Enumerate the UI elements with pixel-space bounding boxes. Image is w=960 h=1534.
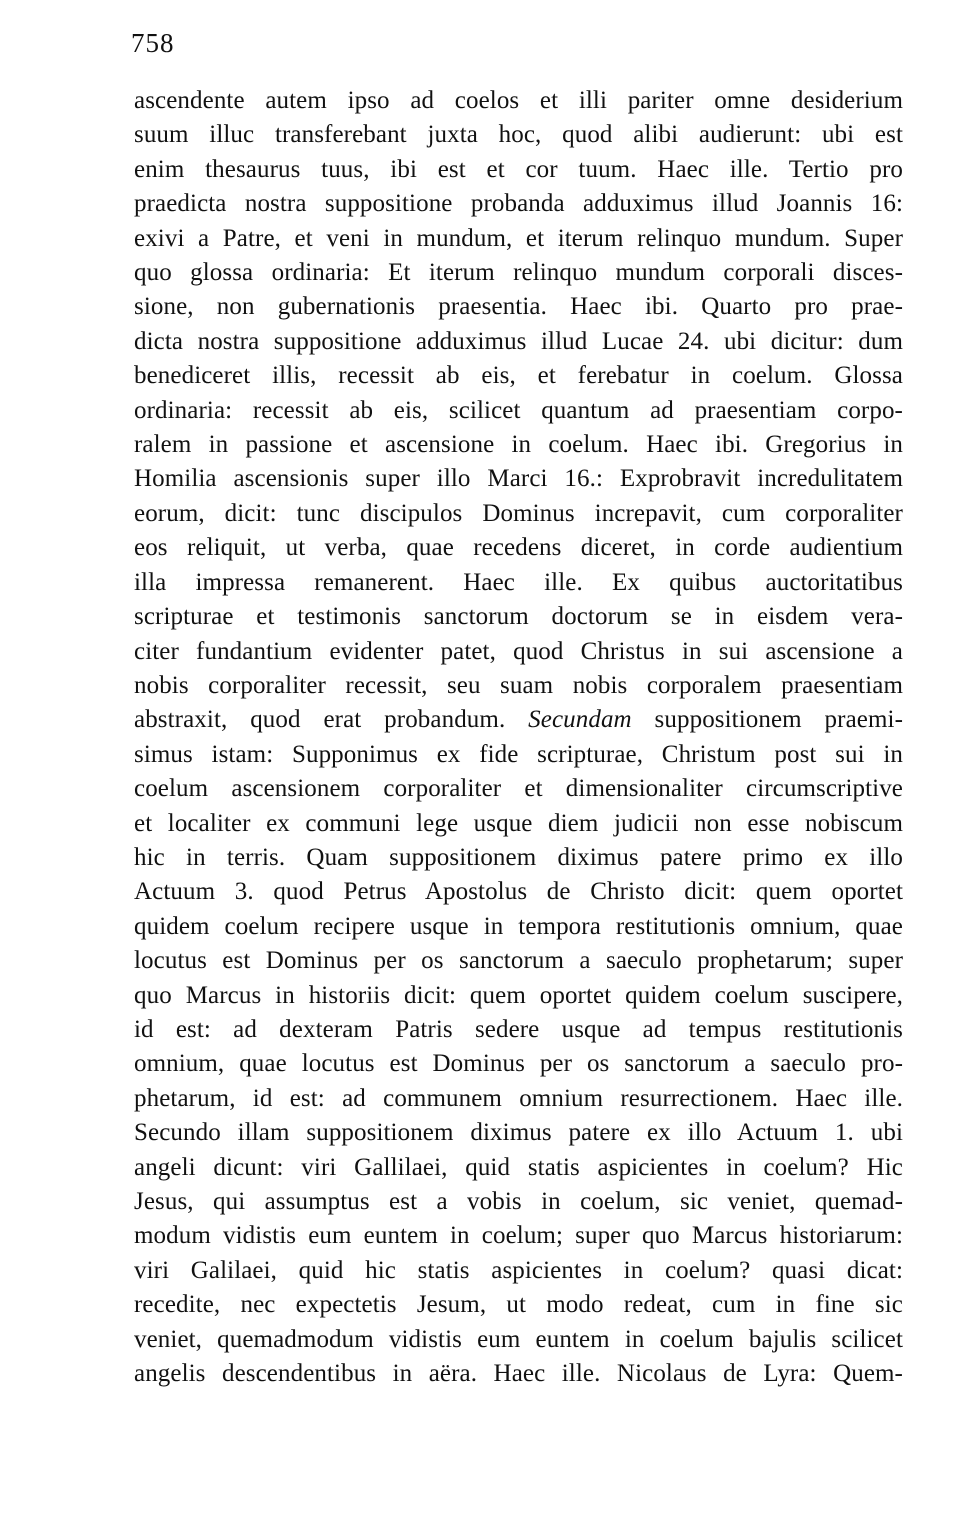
text-line [134,944,903,978]
text-segment: phetarum, id est: ad communem omnium resurrectionem. Haec ille. [134,1084,903,1112]
text-segment: quidem coelum recipere usque in tempora restitutionis omnium, quae [134,912,903,940]
text-segment: viri Galilaei, quid hic statis aspicientes in coelum? quasi dicat: [134,1256,903,1284]
text-line [134,256,903,290]
text-segment: recedite, nec expectetis Jesum, ut modo redeat, cum in fine sic [134,1291,903,1319]
text-segment: coelum ascensionem corporaliter et dimensionaliter circumscriptive [134,775,903,803]
text-line [134,841,903,875]
text-line [134,669,903,703]
text-segment: eorum, dicit: tunc discipulos Dominus increpavit, cum corporaliter [134,499,903,527]
text-segment: eos reliquit, ut verba, quae recedens diceret, in corde audientium [134,534,903,562]
text-line [134,979,903,1013]
text-line [134,1185,903,1219]
text-segment: dicta nostra suppositione adduximus illud Lucae 24. ubi dicitur: dum [134,327,903,355]
text-line [134,1288,903,1322]
text-line [134,531,903,565]
text-line [134,1323,903,1357]
text-line [134,118,903,152]
text-line [134,738,903,772]
text-segment: quo glossa ordinaria: Et iterum relinquo mundum corporali disces- [134,259,903,287]
text-line [134,187,903,221]
text-segment: Homilia ascensionis super illo Marci 16.: Exprobravit incredulitatem [134,465,903,493]
text-line [134,84,903,118]
text-segment: veniet, quemadmodum vidistis eum euntem in coelum bajulis scilicet [134,1325,903,1353]
text-line [134,910,903,944]
text-segment: Jesus, qui assumptus est a vobis in coelum, sic veniet, quemad- [134,1188,903,1215]
text-line [134,600,903,634]
text-line [134,1047,903,1081]
text-segment: benediceret illis, recessit ab eis, et ferebatur in coelum. Glossa [134,362,903,390]
text-line [134,772,903,806]
text-segment: scripturae et testimonis sanctorum doctorum se in eisdem vera- [134,603,903,631]
text-segment: abstraxit, quod erat probandum. [134,706,529,734]
text-line [134,325,903,359]
text-line [134,394,903,428]
text-line [134,222,903,256]
text-line [134,1219,903,1253]
text-line [134,1013,903,1047]
text-line [134,1254,903,1288]
italic-term: Secundam [528,706,632,734]
text-segment: ralem in passione et ascensione in coelum. Haec ibi. Gregorius in [134,431,903,459]
text-line [134,566,903,600]
page-number: 758 [131,28,175,58]
text-segment: suum illuc transferebant juxta hoc, quod alibi audierunt: ubi est [134,121,903,149]
text-line [134,497,903,531]
text-segment: Secundo illam suppositionem diximus patere ex illo Actuum 1. ubi [134,1119,903,1147]
text-segment: citer fundantium evidenter patet, quod Christus in sui ascensione a [134,637,903,665]
text-segment: simus istam: Supponimus ex fide scripturae, Christum post sui in [134,740,903,768]
text-segment: id est: ad dexteram Patris sedere usque ad tempus restitutionis [134,1015,903,1043]
text-segment: sione, non gubernationis praesentia. Haec ibi. Quarto pro prae- [134,293,903,321]
text-segment: Actuum 3. quod Petrus Apostolus de Christo dicit: quem oportet [134,878,903,906]
text-line [134,462,903,496]
text-segment: suppositionem praemi- [631,706,903,734]
text-segment: modum vidistis eum euntem in coelum; super quo Marcus historiarum: [134,1222,903,1250]
text-line [134,1151,903,1185]
text-line [134,428,903,462]
body-text [134,84,903,1391]
text-segment: illa impressa remanerent. Haec ille. Ex quibus auctoritatibus [134,568,903,596]
text-segment: praedicta nostra suppositione probanda adduximus illud Joannis 16: [134,190,903,218]
text-segment: angelis descendentibus in aëra. Haec ille. Nicolaus de Lyra: Quem- [134,1360,903,1388]
text-line [134,1116,903,1150]
text-segment: omnium, quae locutus est Dominus per os sanctorum a saeculo pro- [134,1050,903,1078]
text-segment: ascendente autem ipso ad coelos et illi pariter omne desiderium [134,87,903,114]
text-segment: et localiter ex communi lege usque diem judicii non esse nobiscum [134,809,903,837]
text-line [134,1357,903,1391]
text-line [134,153,903,187]
text-segment: hic in terris. Quam suppositionem diximus patere primo ex illo [134,843,903,871]
text-line [134,635,903,669]
text-line [134,807,903,841]
text-segment: angeli dicunt: viri Gallilaei, quid statis aspicientes in coelum? Hic [134,1153,903,1181]
text-line [134,1082,903,1116]
text-segment: nobis corporaliter recessit, seu suam nobis corporalem praesentiam [134,671,903,699]
text-segment: locutus est Dominus per os sanctorum a saeculo prophetarum; super [134,947,903,975]
text-segment: exivi a Patre, et veni in mundum, et iterum relinquo mundum. Super [134,224,903,252]
text-segment: quo Marcus in historiis dicit: quem oportet quidem coelum suscipere, [134,981,903,1009]
text-line [134,359,903,393]
text-line [134,875,903,909]
text-line [134,290,903,324]
text-segment: enim thesaurus tuus, ibi est et cor tuum. Haec ille. Tertio pro [134,155,903,183]
text-line [134,703,903,737]
text-segment: ordinaria: recessit ab eis, scilicet quantum ad praesentiam corpo- [134,396,903,424]
